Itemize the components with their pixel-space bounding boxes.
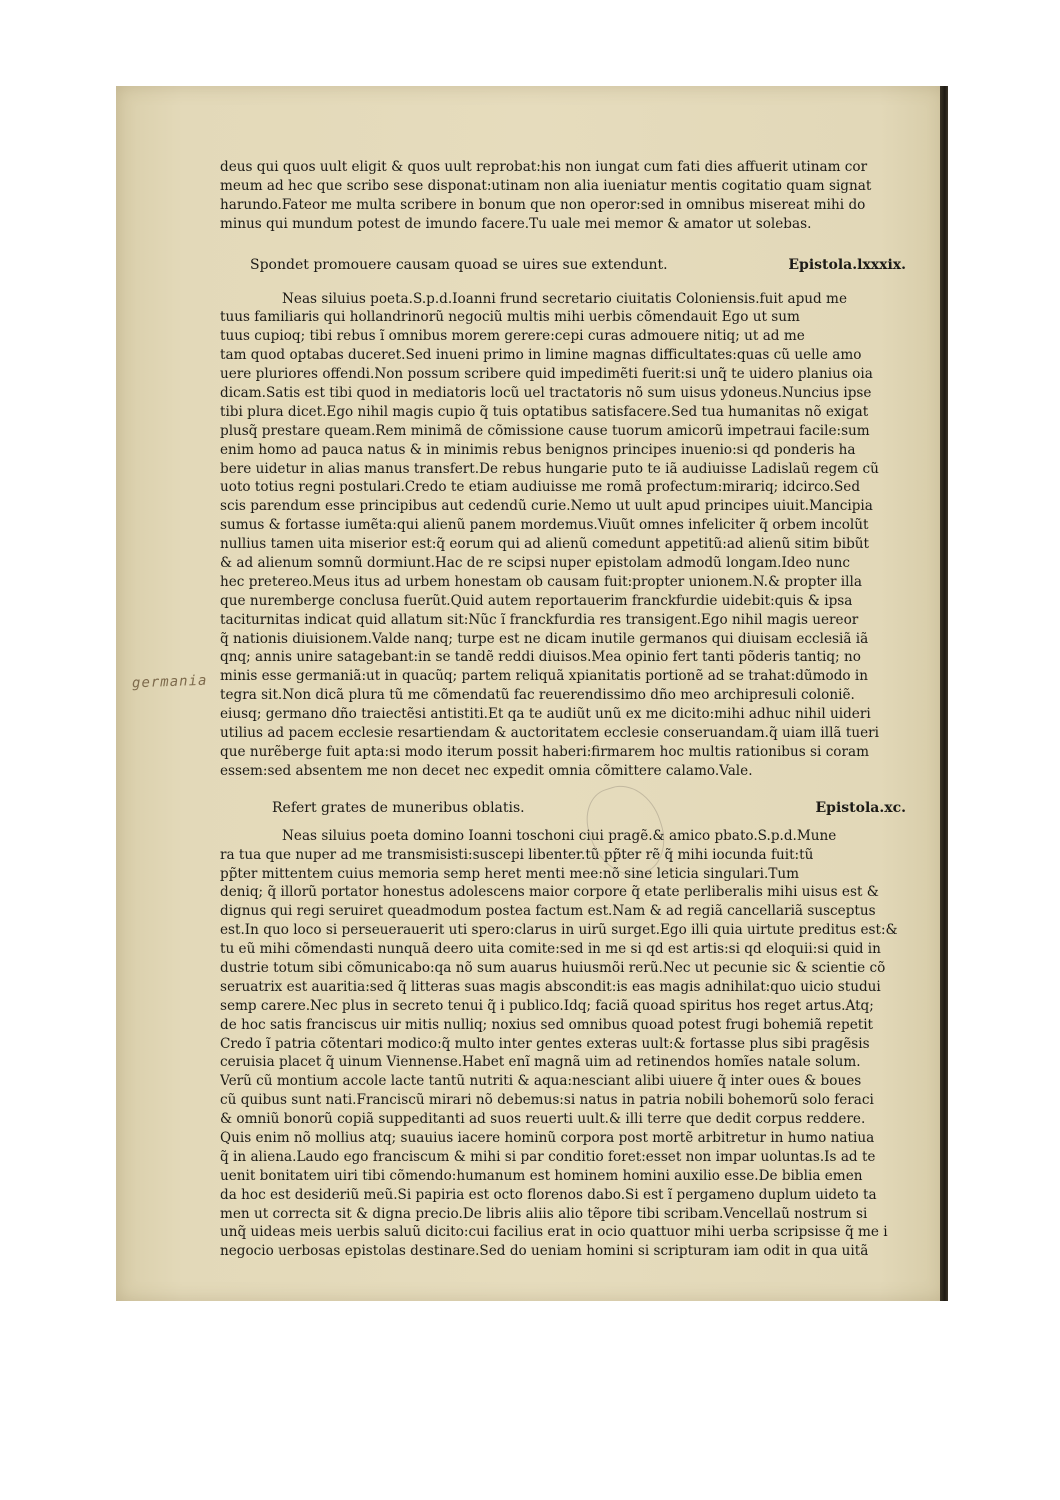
text-line: minus qui mundum potest de imundo facere.Tu uale mei memor & amator ut solebas. [220,215,812,232]
text-line: qnq; annis unire satagebant:in se tandẽ reddi diuisos.Mea opinio fert tanti põderis tantiq; no [220,649,861,666]
text-line: utilius ad pacem ecclesie resartiendam & auctoritatem ecclesie conseruandam.q̃ uiam illã tueri [220,725,879,742]
text-line: sumus & fortasse iumẽta:qui alienũ panem mordemus.Viuũt omnes infeliciter q̃ orbem incolũt [220,517,869,534]
text-line: est.In quo loco si perseuerauerit uti spero:clarus in uirũ surget.Ego illi quia uirtute preditus est:& [220,922,898,939]
text-line: scis parendum esse principibus aut cedendũ curie.Nemo ut uult apud principes uiuit.Mancipia [220,498,873,515]
letter-90-body [220,827,910,1261]
handwritten-marginal-note: germania [131,672,208,692]
text-line: harundo.Fateor me multa scribere in bonum que non operor:sed in omnibus misereat mihi do [220,196,866,213]
text-line: Neas siluius poeta.S.p.d.Ioanni frund secretario ciuitatis Coloniensis.fuit apud me [282,290,847,307]
text-line: de hoc satis franciscus uir mitis nulliq; noxius sed omnibus quoad potest frugi bohemiã repetit [220,1016,874,1033]
text-line: deniq; q̃ illorũ portator honestus adolescens maior corpore q̃ etate perliberalis mihi uisus est & [220,884,879,901]
letter-90-heading [220,797,910,819]
text-line: tuus cupioq; tibi rebus ĩ omnibus morem gerere:cepi curas admouere nitiq; ut ad me [220,328,805,345]
text-line: minis esse germaniã:ut in quacũq; partem reliquã xpianitatis portionẽ ad se trahat:dũmodo in [220,668,869,685]
letter-90-summary: Refert grates de muneribus oblatis. [272,799,525,816]
text-line: essem:sed absentem me non decet nec expedit omnia cõmittere calamo.Vale. [220,762,753,779]
text-line: Neas siluius poeta domino Ioanni toschoni ciui pragẽ.& amico pbato.S.p.d.Mune [282,827,837,844]
letter-89-number: Epistola.lxxxix. [788,256,906,273]
text-line: semp carere.Nec plus in secreto tenui q̃ i publico.Idq; faciã quoad spiritus hos reget artus.Atq; [220,997,874,1014]
text-line: que nurẽberge fuit apta:si modo iterum possit haberi:firmarem hoc multis rationibus si coram [220,743,869,760]
text-line: & omniũ bonorũ copiã suppeditanti ad suos reuerti uult.& illi terre que dedit corpus reddere. [220,1111,866,1128]
text-line: pp̃ter mittentem cuius memoria semp heret menti mee:nõ sine leticia singulari.Tum [220,865,800,882]
text-line: seruatrix est auaritia:sed q̃ litteras suas magis abscondit:is eas magis adnihilat:quo uicio studui [220,978,881,995]
paragraph-top [220,158,910,234]
letter-90-number: Epistola.xc. [815,799,906,816]
letter-89-summary: Spondet promouere causam quoad se uires sue extendunt. [250,256,668,273]
text-line: da hoc est desideriũ meũ.Si papiria est octo florenos dabo.Si est ĩ pergameno duplum uideto ta [220,1186,877,1203]
text-line: & ad alienum somnũ dormiunt.Hac de re scipsi nuper epistolam admodũ longam.Ideo nunc [220,555,850,572]
text-line: unq̃ uideas meis uerbis saluũ dicito:cui facilius erat in ocio quattuor mihi uerba scripsisse q̃ me i [220,1224,888,1241]
text-line: deus qui quos uult eligit & quos uult reprobat:his non iungat cum fati dies affuerit utinam cor [220,159,868,175]
text-line: uenit bonitatem uiri tibi cõmendo:humanum est hominem homini auxilio esse.De biblia emen [220,1167,863,1184]
text-line: q̃ nationis diuisionem.Valde nanq; turpe est ne dicam inutile germanos qui diuisam ecclesiã iã [220,630,869,647]
book-spine [940,86,948,1301]
text-line: plusq̃ prestare queam.Rem minimã de cõmissione cause tuorum amicorũ impetraui facile:sum [220,422,870,439]
text-line: dustrie totum sibi cõmunicabo:qa nõ sum auarus huiusmõi rerũ.Nec ut pecunie sic & scientie cõ [220,959,886,976]
text-line: eiusq; germano dño traiectẽsi antistiti.Et qa te audiũt unũ ex me dicito:mihi adhuc nihil uideri [220,706,871,723]
text-line: bere uidetur in alias manus transfert.De rebus hungarie puto te iã audiuisse Ladislaũ regem cũ [220,460,879,477]
letter-89-heading [220,254,910,276]
letter-89-body [220,290,910,781]
text-line: cũ quibus sunt nati.Franciscũ mirari nõ debemus:si natus in patria nobili bohemorũ solo feraci [220,1092,874,1109]
text-line: negocio uerbosas epistolas destinare.Sed do ueniam homini si scripturam iam odit in qua uitã [220,1243,869,1260]
text-line: enim homo ad pauca natus & in minimis rebus benignos principes inuenio:si qd ponderis ha [220,441,856,458]
text-line: Credo ĩ patria cõtentari modico:q̃ multo inter gentes exteras uult:& fortasse plus sibi pragẽsis [220,1035,870,1052]
text-line: dignus qui regi seruiret queadmodum postea factum est.Nam & ad regiã cancellariã susceptus [220,903,876,920]
text-line: uoto totius regni postulari.Credo te etiam audiuisse me romã profectum:mirariq; idcirco.Sed [220,479,861,496]
text-line: q̃ in aliena.Laudo ego franciscum & mihi si par conditio foret:esset non impar uoluntas.Is ad te [220,1148,876,1165]
text-line: taciturnitas indicat quid allatum sit:Nũc ĩ franckfurdia res transigent.Ego nihil magis uereor [220,611,859,628]
text-line: men ut correcta sit & digna precio.De libris aliis alio tẽpore tibi scribam.Vencellaũ nostrum si [220,1205,868,1222]
text-line: que nuremberge conclusa fuerũt.Quid autem reportauerim franckfurdie uidebit:quis & ipsa [220,592,853,609]
text-line: ra tua que nuper ad me transmisisti:suscepi libenter.tũ pp̃ter rẽ q̃ mihi iocunda fuit:tũ [220,846,814,863]
text-line: tuus familiaris qui hollandrinorũ negociũ multis mihi uerbis cõmendauit Ego ut sum [220,309,800,326]
text-line: tibi plura dicet.Ego nihil magis cupio q̃ tuis optatibus satisfacere.Sed tua humanitas nõ exigat [220,403,869,420]
text-line: tam quod optabas duceret.Sed inueni primo in limine magnas difficultates:quas cũ uelle amo [220,347,862,364]
text-line: nullius tamen uita miserior est:q̃ eorum qui ad alienũ comedunt appetitũ:ad alienũ sitim bibũt [220,536,869,553]
text-line: meum ad hec que scribo sese disponat:utinam non alia iueniatur mentis cogitatio quam signat [220,177,872,194]
text-line: uere pluriores offendi.Non possum scribere quid impedimẽti fuerit:si unq̃ te uidero planius oia [220,366,873,383]
text-line: ceruisia placet q̃ uinum Viennense.Habet enĩ magnã uim ad retinendos homĩes natale solum. [220,1054,861,1071]
text-line: tu eũ mihi cõmendasti nunquã deero uita comite:sed in me si qd est artis:si qd eloquii:si quid in [220,941,881,958]
text-line: dicam.Satis est tibi quod in mediatoris locũ uel tractatoris nõ sum uisus ydoneus.Nuncius ipse [220,385,872,402]
text-line: Verũ cũ montium accole lacte tantũ nutriti & aqua:nesciant alibi uiuere q̃ inter oues & boues [220,1073,862,1090]
text-line: hec pretereo.Meus itus ad urbem honestam ob causam fuit:propter unionem.N.& propter illa [220,573,862,590]
text-block [220,158,910,1261]
text-line: tegra sit.Non dicã plura tũ me cõmendatũ fac reuerendissimo dño meo archipresuli coloniẽ. [220,687,855,704]
text-line: Quis enim nõ mollius atq; suauius iacere hominũ corpora post mortẽ arbitretur in humo natiua [220,1129,875,1146]
